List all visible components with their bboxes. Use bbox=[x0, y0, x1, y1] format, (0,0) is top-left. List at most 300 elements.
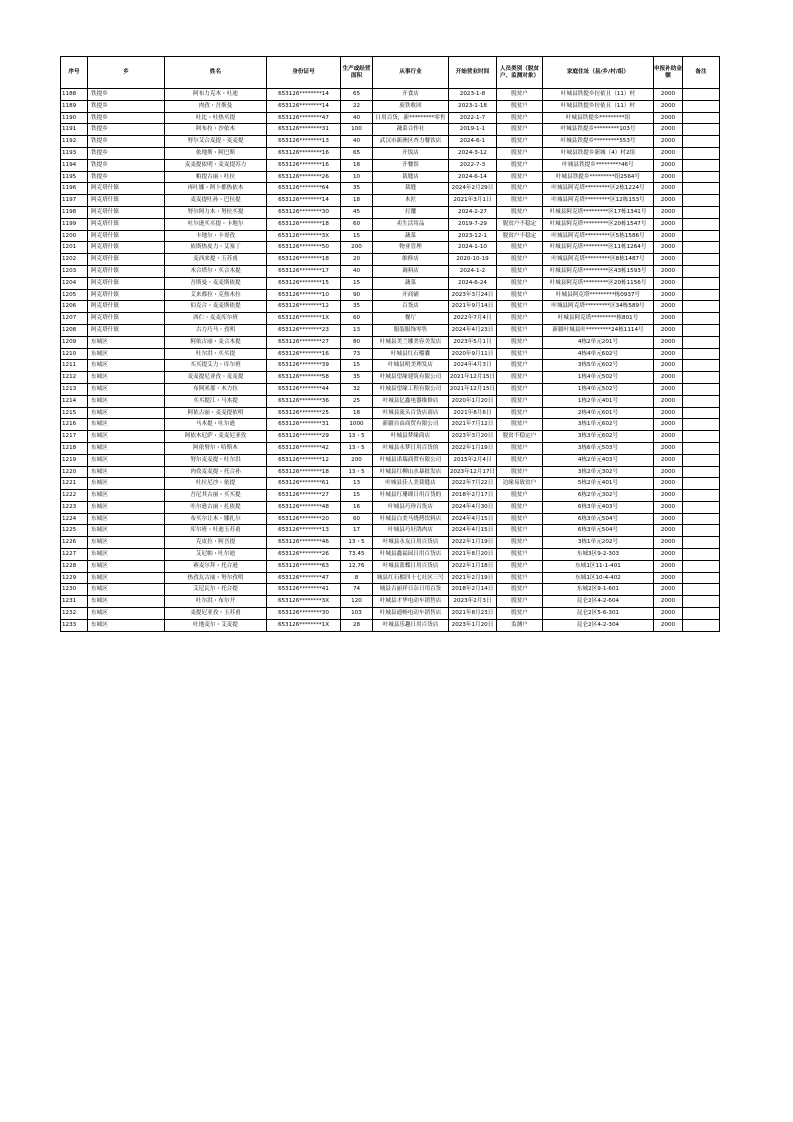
table-row bbox=[61, 454, 720, 466]
cell-name: 再吐娜・阿卜都热依木 bbox=[165, 183, 267, 195]
cell-remarks bbox=[683, 619, 720, 631]
cell-index: 1191 bbox=[61, 124, 88, 136]
cell-town: 东城区 bbox=[88, 442, 165, 454]
cell-town: 东城区 bbox=[88, 383, 165, 395]
cell-address: 叶城县阿克塔*********区12栋153号 bbox=[543, 195, 654, 207]
cell-address: 1栋2单元401号 bbox=[543, 395, 654, 407]
cell-address: 叶城县阿克塔*********区34栋589号 bbox=[543, 301, 654, 313]
table-row bbox=[61, 560, 720, 572]
cell-remarks bbox=[683, 383, 720, 395]
cell-town: 阿克塔什镇 bbox=[88, 313, 165, 325]
cell-id-number: 653126********13 bbox=[267, 525, 341, 537]
cell-subsidy: 2000 bbox=[654, 407, 683, 419]
cell-name: 卡地尔・卡哥孜 bbox=[165, 230, 267, 242]
cell-area: 65 bbox=[341, 89, 373, 101]
table-row bbox=[61, 608, 720, 620]
cell-industry: 百货店 bbox=[373, 301, 449, 313]
cell-town: 东城区 bbox=[88, 608, 165, 620]
cell-index: 1195 bbox=[61, 171, 88, 183]
cell-remarks bbox=[683, 584, 720, 596]
table-row bbox=[61, 324, 720, 336]
cell-industry: 叶城县亿鑫电器维修店 bbox=[373, 395, 449, 407]
cell-name: 努尔麦麦提・吐尔洪 bbox=[165, 454, 267, 466]
cell-start-date: 2023年5月1日 bbox=[449, 336, 497, 348]
cell-category: 脱贫户 bbox=[497, 537, 543, 549]
header-name: 姓名 bbox=[165, 57, 267, 89]
cell-address: 叶城县铁提乡拉依且（11）村 bbox=[543, 100, 654, 112]
table-row bbox=[61, 431, 720, 443]
cell-name: 麦麦提尼亚孜・麦麦提 bbox=[165, 372, 267, 384]
cell-remarks bbox=[683, 525, 720, 537]
cell-start-date: 2024年4月15日 bbox=[449, 513, 497, 525]
cell-name: 热孜瓦古丽・努尔孜明 bbox=[165, 572, 267, 584]
table-row bbox=[61, 442, 720, 454]
cell-town: 阿克塔什镇 bbox=[88, 242, 165, 254]
cell-id-number: 653126********46 bbox=[267, 537, 341, 549]
cell-town: 东城区 bbox=[88, 360, 165, 372]
cell-start-date: 2023年3月24日 bbox=[449, 289, 497, 301]
cell-index: 1200 bbox=[61, 230, 88, 242]
cell-area: 60 bbox=[341, 218, 373, 230]
cell-name: 赛麦尔拜・托合逊 bbox=[165, 560, 267, 572]
cell-subsidy: 2000 bbox=[654, 442, 683, 454]
cell-category: 脱贫户 bbox=[497, 419, 543, 431]
cell-remarks bbox=[683, 242, 720, 254]
table-row bbox=[61, 230, 720, 242]
cell-subsidy: 2000 bbox=[654, 454, 683, 466]
cell-category: 脱贫户 bbox=[497, 313, 543, 325]
cell-start-date: 2021年8月23日 bbox=[449, 608, 497, 620]
cell-industry: 叶城县鑫福园日用百货店 bbox=[373, 549, 449, 561]
cell-index: 1225 bbox=[61, 525, 88, 537]
cell-category: 脱贫户 bbox=[497, 501, 543, 513]
cell-start-date: 2024-1-10 bbox=[449, 242, 497, 254]
table-row bbox=[61, 549, 720, 561]
cell-remarks bbox=[683, 265, 720, 277]
cell-subsidy: 2000 bbox=[654, 147, 683, 159]
cell-industry: 开商铺 bbox=[373, 289, 449, 301]
cell-address: 叶城县铁提乡*********46号 bbox=[543, 159, 654, 171]
cell-subsidy: 2000 bbox=[654, 372, 683, 384]
cell-name: 克皮拉・阿吾提 bbox=[165, 537, 267, 549]
cell-town: 铁提乡 bbox=[88, 136, 165, 148]
cell-id-number: 653126********31 bbox=[267, 419, 341, 431]
cell-index: 1190 bbox=[61, 112, 88, 124]
cell-id-number: 653126********41 bbox=[267, 584, 341, 596]
cell-subsidy: 2000 bbox=[654, 549, 683, 561]
cell-remarks bbox=[683, 395, 720, 407]
cell-industry: 打馕 bbox=[373, 206, 449, 218]
cell-name: 古力巧马・孜明 bbox=[165, 324, 267, 336]
cell-index: 1209 bbox=[61, 336, 88, 348]
table-row bbox=[61, 501, 720, 513]
subsidy-table bbox=[60, 56, 720, 632]
cell-industry: 叶城县红石榴囊 bbox=[373, 348, 449, 360]
table-row bbox=[61, 147, 720, 159]
cell-category: 脱贫户 bbox=[497, 100, 543, 112]
cell-area: 10 bbox=[341, 171, 373, 183]
cell-id-number: 653126********44 bbox=[267, 383, 341, 395]
cell-id-number: 653126********31 bbox=[267, 124, 341, 136]
cell-id-number: 653126********42 bbox=[267, 442, 341, 454]
cell-remarks bbox=[683, 301, 720, 313]
cell-industry: 叶城县蓝蝶日用百货店 bbox=[373, 560, 449, 572]
cell-start-date: 2021年12月15日 bbox=[449, 383, 497, 395]
cell-id-number: 653126********20 bbox=[267, 513, 341, 525]
cell-remarks bbox=[683, 501, 720, 513]
cell-remarks bbox=[683, 513, 720, 525]
cell-category: 脱贫户 bbox=[497, 324, 543, 336]
cell-area: 1000 bbox=[341, 419, 373, 431]
cell-area: 100 bbox=[341, 124, 373, 136]
cell-town: 铁提乡 bbox=[88, 112, 165, 124]
cell-town: 东城区 bbox=[88, 466, 165, 478]
cell-remarks bbox=[683, 360, 720, 372]
table-row bbox=[61, 383, 720, 395]
cell-id-number: 653126********47 bbox=[267, 112, 341, 124]
cell-subsidy: 2000 bbox=[654, 183, 683, 195]
cell-index: 1196 bbox=[61, 183, 88, 195]
cell-town: 东城区 bbox=[88, 407, 165, 419]
cell-area: 12.76 bbox=[341, 560, 373, 572]
cell-name: 吐尔逊买买提・卡地尔 bbox=[165, 218, 267, 230]
cell-start-date: 2024-6-1 bbox=[449, 136, 497, 148]
cell-town: 东城区 bbox=[88, 454, 165, 466]
cell-category: 脱贫户 bbox=[497, 147, 543, 159]
cell-category: 脱贫户 bbox=[497, 395, 543, 407]
cell-address: 2栋4单元601号 bbox=[543, 407, 654, 419]
cell-subsidy: 2000 bbox=[654, 195, 683, 207]
cell-subsidy: 2000 bbox=[654, 596, 683, 608]
cell-remarks bbox=[683, 596, 720, 608]
cell-start-date: 2018年2月17日 bbox=[449, 490, 497, 502]
cell-subsidy: 2000 bbox=[654, 608, 683, 620]
cell-area: 13・5 bbox=[341, 537, 373, 549]
table-row bbox=[61, 372, 720, 384]
cell-category: 脱贫户 bbox=[497, 112, 543, 124]
cell-index: 1205 bbox=[61, 289, 88, 301]
header-town: 乡 bbox=[88, 57, 165, 89]
cell-industry: 叶城县佳人美裁缝店 bbox=[373, 478, 449, 490]
cell-address: 叶城县铁提乡新城（4）村2组 bbox=[543, 147, 654, 159]
cell-category: 脱贫户 bbox=[497, 171, 543, 183]
table-row bbox=[61, 336, 720, 348]
cell-start-date: 2023-1-18 bbox=[449, 100, 497, 112]
cell-id-number: 653126********29 bbox=[267, 431, 341, 443]
cell-id-number: 653126********18 bbox=[267, 254, 341, 266]
cell-id-number: 653126********36 bbox=[267, 395, 341, 407]
cell-town: 东城区 bbox=[88, 501, 165, 513]
cell-index: 1230 bbox=[61, 584, 88, 596]
cell-start-date: 2024年4月23日 bbox=[449, 324, 497, 336]
header-subsidy: 申报补助金额 bbox=[654, 57, 683, 89]
cell-start-date: 2023年12月17日 bbox=[449, 466, 497, 478]
cell-area: 15 bbox=[341, 360, 373, 372]
cell-id-number: 653126********16 bbox=[267, 159, 341, 171]
cell-town: 东城区 bbox=[88, 336, 165, 348]
cell-industry: 蔬菜合作社 bbox=[373, 124, 449, 136]
cell-address: 叶城县阿克塔*********区20栋1156号 bbox=[543, 277, 654, 289]
cell-area: 74 bbox=[341, 584, 373, 596]
cell-industry: 维修店 bbox=[373, 254, 449, 266]
cell-address: 5栋2单元401号 bbox=[543, 478, 654, 490]
cell-index: 1193 bbox=[61, 147, 88, 159]
cell-category: 脱贫户 bbox=[497, 360, 543, 372]
cell-remarks bbox=[683, 89, 720, 101]
cell-name: 麦提尼亚孜・玉苏甫 bbox=[165, 608, 267, 620]
cell-start-date: 2024-2-27 bbox=[449, 206, 497, 218]
cell-name: 买买提江・马木提 bbox=[165, 395, 267, 407]
cell-remarks bbox=[683, 419, 720, 431]
cell-subsidy: 2000 bbox=[654, 265, 683, 277]
cell-name: 木合塔尔・买合木提 bbox=[165, 265, 267, 277]
cell-area: 20 bbox=[341, 254, 373, 266]
cell-area: 15 bbox=[341, 230, 373, 242]
cell-name: 买买提艾力・库尔班 bbox=[165, 360, 267, 372]
table-row bbox=[61, 289, 720, 301]
cell-category: 脱贫户不稳定 bbox=[497, 218, 543, 230]
cell-start-date: 2024-6-24 bbox=[449, 277, 497, 289]
cell-address: 3栋3单元602号 bbox=[543, 431, 654, 443]
cell-address: 昆仑2区4-2-304 bbox=[543, 619, 654, 631]
cell-start-date: 2024-6-14 bbox=[449, 171, 497, 183]
header-category: 人员类别（脱贫户、监测对象） bbox=[497, 57, 543, 89]
table-row bbox=[61, 395, 720, 407]
cell-remarks bbox=[683, 348, 720, 360]
cell-name: 肉孜・吾斯曼 bbox=[165, 100, 267, 112]
cell-category: 脱贫户 bbox=[497, 183, 543, 195]
cell-name: 帕提古丽・吐拉 bbox=[165, 171, 267, 183]
cell-id-number: 653126********13 bbox=[267, 136, 341, 148]
cell-index: 1207 bbox=[61, 313, 88, 325]
cell-start-date: 2021年3月1日 bbox=[449, 195, 497, 207]
cell-area: 8 bbox=[341, 572, 373, 584]
cell-index: 1226 bbox=[61, 537, 88, 549]
cell-town: 铁提乡 bbox=[88, 159, 165, 171]
cell-id-number: 653126********23 bbox=[267, 324, 341, 336]
cell-start-date: 2022-1-7 bbox=[449, 112, 497, 124]
cell-remarks bbox=[683, 490, 720, 502]
cell-subsidy: 2000 bbox=[654, 313, 683, 325]
cell-index: 1218 bbox=[61, 442, 88, 454]
cell-remarks bbox=[683, 277, 720, 289]
cell-area: 15 bbox=[341, 490, 373, 502]
table-row bbox=[61, 419, 720, 431]
cell-index: 1217 bbox=[61, 431, 88, 443]
cell-index: 1223 bbox=[61, 501, 88, 513]
cell-industry: 开食店 bbox=[373, 89, 449, 101]
cell-subsidy: 2000 bbox=[654, 478, 683, 490]
cell-town: 东城区 bbox=[88, 596, 165, 608]
table-row bbox=[61, 619, 720, 631]
cell-town: 阿克塔什镇 bbox=[88, 254, 165, 266]
cell-address: 东城2区9-1-601 bbox=[543, 584, 654, 596]
table-row bbox=[61, 584, 720, 596]
cell-name: 吐地麦尔・艾麦提 bbox=[165, 619, 267, 631]
cell-town: 阿克塔什镇 bbox=[88, 265, 165, 277]
cell-name: 伯克合・麦麦斯依提 bbox=[165, 301, 267, 313]
cell-id-number: 653126********12 bbox=[267, 301, 341, 313]
cell-category: 脱贫户 bbox=[497, 254, 543, 266]
cell-index: 1206 bbox=[61, 301, 88, 313]
cell-category: 脱贫户 bbox=[497, 301, 543, 313]
cell-id-number: 653126********27 bbox=[267, 336, 341, 348]
cell-remarks bbox=[683, 560, 720, 572]
table-row bbox=[61, 313, 720, 325]
cell-industry: 木匠 bbox=[373, 195, 449, 207]
cell-town: 东城区 bbox=[88, 584, 165, 596]
cell-subsidy: 2000 bbox=[654, 431, 683, 443]
table-row bbox=[61, 407, 720, 419]
cell-subsidy: 2000 bbox=[654, 289, 683, 301]
cell-id-number: 653126********27 bbox=[267, 490, 341, 502]
cell-area: 35 bbox=[341, 372, 373, 384]
cell-area: 40 bbox=[341, 112, 373, 124]
cell-category: 脱贫户 bbox=[497, 442, 543, 454]
cell-remarks bbox=[683, 608, 720, 620]
cell-area: 200 bbox=[341, 454, 373, 466]
cell-id-number: 653126********26 bbox=[267, 171, 341, 183]
cell-industry: 服装服饰零售 bbox=[373, 324, 449, 336]
cell-name: 库尔班・吐迪玉苏甫 bbox=[165, 525, 267, 537]
cell-town: 铁提乡 bbox=[88, 171, 165, 183]
cell-area: 28 bbox=[341, 619, 373, 631]
table-body bbox=[61, 89, 720, 632]
cell-address: 叶城县铁提乡*********103号 bbox=[543, 124, 654, 136]
cell-id-number: 653126********61 bbox=[267, 478, 341, 490]
cell-remarks bbox=[683, 159, 720, 171]
cell-index: 1228 bbox=[61, 560, 88, 572]
table-row bbox=[61, 348, 720, 360]
cell-id-number: 653126********1X bbox=[267, 619, 341, 631]
cell-subsidy: 2000 bbox=[654, 136, 683, 148]
cell-category: 脱贫户 bbox=[497, 383, 543, 395]
cell-address: 昆仑2区5-6-301 bbox=[543, 608, 654, 620]
cell-industry: 废铁收回 bbox=[373, 100, 449, 112]
cell-id-number: 653126********18 bbox=[267, 218, 341, 230]
cell-category: 脱贫户 bbox=[497, 466, 543, 478]
cell-name: 麦麦提依明・麦麦提苏力 bbox=[165, 159, 267, 171]
cell-subsidy: 2000 bbox=[654, 619, 683, 631]
cell-area: 200 bbox=[341, 242, 373, 254]
cell-area: 60 bbox=[341, 513, 373, 525]
cell-subsidy: 2000 bbox=[654, 348, 683, 360]
cell-name: 努尔艾合麦提・麦麦提 bbox=[165, 136, 267, 148]
cell-index: 1212 bbox=[61, 372, 88, 384]
cell-address: 昆仑2区4-2-604 bbox=[543, 596, 654, 608]
cell-area: 40 bbox=[341, 136, 373, 148]
cell-category: 脱贫户 bbox=[497, 265, 543, 277]
cell-subsidy: 2000 bbox=[654, 100, 683, 112]
cell-address: 3栋2单元302号 bbox=[543, 466, 654, 478]
cell-town: 东城区 bbox=[88, 572, 165, 584]
cell-id-number: 653126********30 bbox=[267, 608, 341, 620]
cell-industry: 叶城县白美马烧烤饮料店 bbox=[373, 513, 449, 525]
cell-subsidy: 2000 bbox=[654, 383, 683, 395]
cell-name: 布阿米那・木力拉 bbox=[165, 383, 267, 395]
cell-index: 1198 bbox=[61, 206, 88, 218]
cell-start-date: 2024-1-2 bbox=[449, 265, 497, 277]
cell-address: 新疆叶城县叶*********24栋1114号 bbox=[543, 324, 654, 336]
cell-index: 1203 bbox=[61, 265, 88, 277]
cell-subsidy: 2000 bbox=[654, 490, 683, 502]
header-row bbox=[61, 57, 720, 89]
cell-index: 1189 bbox=[61, 100, 88, 112]
cell-index: 1213 bbox=[61, 383, 88, 395]
cell-name: 吐尔洪・买买提 bbox=[165, 348, 267, 360]
cell-start-date: 2021年8月20日 bbox=[449, 549, 497, 561]
cell-name: 肉孜麦麦提・托合孙 bbox=[165, 466, 267, 478]
cell-town: 东城区 bbox=[88, 478, 165, 490]
cell-address: 东城3区9-2-303 bbox=[543, 549, 654, 561]
cell-id-number: 653126********50 bbox=[267, 242, 341, 254]
cell-id-number: 653126********12 bbox=[267, 454, 341, 466]
cell-name: 麦麦提吐孙・巴拉提 bbox=[165, 195, 267, 207]
header-industry: 从事行业 bbox=[373, 57, 449, 89]
cell-start-date: 2019-1-1 bbox=[449, 124, 497, 136]
cell-id-number: 653126********63 bbox=[267, 560, 341, 572]
cell-town: 东城区 bbox=[88, 560, 165, 572]
cell-industry: 叶城县诺瑞商贸有限公司 bbox=[373, 454, 449, 466]
cell-index: 1219 bbox=[61, 454, 88, 466]
cell-area: 73 bbox=[341, 348, 373, 360]
cell-address: 叶城县铁提乡*********组 bbox=[543, 112, 654, 124]
header-remarks: 备注 bbox=[683, 57, 720, 89]
cell-address: 叶城县阿克塔*********栋801号 bbox=[543, 313, 654, 325]
table-row bbox=[61, 242, 720, 254]
table-row bbox=[61, 478, 720, 490]
cell-industry: 裁缝店 bbox=[373, 171, 449, 183]
cell-area: 103 bbox=[341, 608, 373, 620]
cell-remarks bbox=[683, 112, 720, 124]
cell-subsidy: 2000 bbox=[654, 301, 683, 313]
cell-industry: 物业管理 bbox=[373, 242, 449, 254]
cell-area: 65 bbox=[341, 147, 373, 159]
cell-index: 1222 bbox=[61, 490, 88, 502]
cell-town: 东城区 bbox=[88, 490, 165, 502]
cell-remarks bbox=[683, 100, 720, 112]
cell-address: 叶城县阿克塔*********区43栋1593号 bbox=[543, 265, 654, 277]
cell-name: 艾尼帕・吐尔迪 bbox=[165, 549, 267, 561]
cell-town: 铁提乡 bbox=[88, 89, 165, 101]
cell-area: 13・5 bbox=[341, 466, 373, 478]
cell-id-number: 653126********10 bbox=[267, 289, 341, 301]
cell-name: 阿依木尼萨・麦麦尼亚孜 bbox=[165, 431, 267, 443]
table-row bbox=[61, 124, 720, 136]
cell-name: 努尔阿力木・努拉买提 bbox=[165, 206, 267, 218]
cell-index: 1227 bbox=[61, 549, 88, 561]
table-row bbox=[61, 136, 720, 148]
cell-id-number: 653126********1X bbox=[267, 313, 341, 325]
cell-start-date: 2023年2月3日 bbox=[449, 596, 497, 608]
cell-index: 1208 bbox=[61, 324, 88, 336]
cell-industry: 开餐馆 bbox=[373, 159, 449, 171]
cell-category: 边缘易致贫户 bbox=[497, 478, 543, 490]
cell-start-date: 2015年2月4日 bbox=[449, 454, 497, 466]
cell-name: 阿布力克木・吐迪 bbox=[165, 89, 267, 101]
table-row bbox=[61, 100, 720, 112]
cell-industry: 叶城县红珊瑚日用百货的 bbox=[373, 490, 449, 502]
cell-address: 叶城县阿克塔*********区11栋1264号 bbox=[543, 242, 654, 254]
cell-industry: 蔬菜 bbox=[373, 277, 449, 289]
cell-industry: 叶城县梦缘商店 bbox=[373, 431, 449, 443]
cell-name: 阿依古丽・麦麦提依明 bbox=[165, 407, 267, 419]
cell-name: 吐拉尼沙・依提 bbox=[165, 478, 267, 490]
cell-town: 铁提乡 bbox=[88, 100, 165, 112]
cell-remarks bbox=[683, 254, 720, 266]
cell-id-number: 653126********25 bbox=[267, 407, 341, 419]
cell-town: 东城区 bbox=[88, 431, 165, 443]
